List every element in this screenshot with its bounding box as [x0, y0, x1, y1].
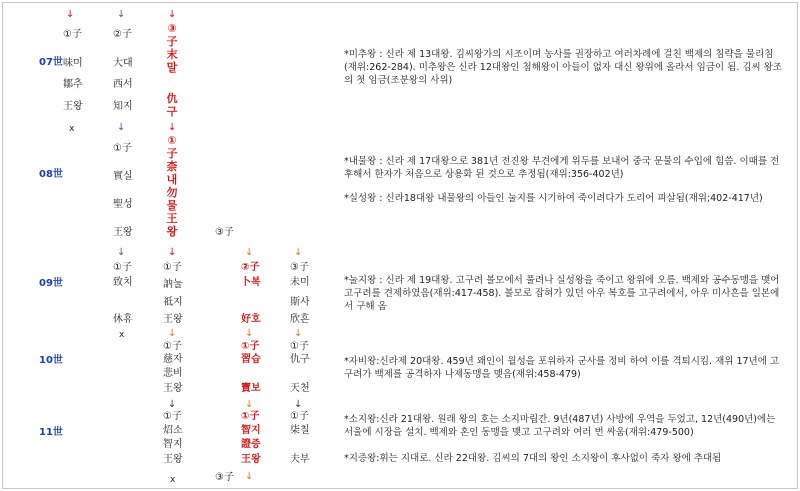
name-text: 王왕	[241, 454, 261, 465]
child-marker: ①子	[241, 341, 260, 352]
child-marker: ①子	[113, 262, 132, 273]
down-arrow-icon: ↓	[245, 471, 254, 482]
name-text: 智지	[163, 439, 183, 450]
king-michu-line: ③子末말	[166, 22, 178, 74]
name-text: 斯사	[290, 297, 310, 308]
child-marker: ①子	[163, 341, 182, 352]
generation-label-8: 08世	[39, 169, 63, 180]
child-marker: ①子	[163, 411, 182, 422]
down-arrow-icon: ↓	[66, 9, 75, 20]
name-text: 王왕	[163, 383, 183, 394]
name-text: 習습	[241, 354, 261, 365]
end-mark: x	[69, 124, 75, 134]
name-text: 聖성	[113, 199, 133, 210]
name-text: 鄒추	[63, 79, 83, 90]
child-marker: ③子	[215, 472, 234, 483]
generation-label-9: 09世	[39, 278, 63, 289]
name-text: 寶보	[241, 383, 261, 394]
generation-label-11: 11世	[39, 427, 63, 438]
name-text: 卜복	[241, 277, 261, 288]
down-arrow-icon: ↓	[245, 328, 254, 339]
down-arrow-icon: ↓	[294, 399, 303, 410]
generation-label-10: 10世	[39, 355, 63, 366]
name-text: 王왕	[113, 227, 133, 238]
name-text: 悲비	[163, 368, 183, 379]
name-text: 證증	[241, 439, 261, 450]
child-marker: ③子	[215, 227, 234, 238]
name-text: 西서	[113, 79, 133, 90]
note-soji: *소지왕:신라 21대왕. 원래 왕의 호는 소지마립간. 9년(487년) 사방에 우역을 두었고, 12년(490년)에는 서울에 시장을 설치. 백제와 혼인 동맹을 맺고 고구려와 여러 번 싸움(재위:479-500)	[344, 414, 776, 438]
down-arrow-icon: ↓	[168, 247, 177, 258]
down-arrow-icon: ↓	[117, 9, 126, 20]
genealogy-panel	[2, 2, 798, 489]
down-arrow-icon: ↓	[245, 399, 254, 410]
name-text: 柒칠	[290, 425, 310, 436]
name-text: 休휴	[113, 314, 133, 325]
end-mark: x	[119, 330, 125, 340]
name-text: 天천	[290, 383, 310, 394]
name-text: 欣흔	[290, 314, 310, 325]
child-marker: ③子	[290, 262, 309, 273]
child-marker: ①子	[63, 29, 82, 40]
generation-label-7: 07世	[39, 57, 63, 68]
child-marker: ①子	[163, 262, 182, 273]
name-text: 炤소	[163, 425, 183, 436]
name-text: 味미	[63, 58, 83, 69]
down-arrow-icon: ↓	[245, 247, 254, 258]
note-naemul: *내물왕 : 신라 제 17대왕으로 381년 전진왕 부견에게 위두를 보내어 중국 문물의 수입에 힘씀. 이때를 전후해서 한자가 처음으로 상용화 된 것으로 추정됨(재위:356-402년)	[344, 156, 780, 180]
note-michu: *미추왕 : 신라 제 13대왕. 김씨왕가의 시조이며 농사를 권장하고 여러차례에 걸친 백제의 침략을 물리침(재위:262-284). 미추왕은 신라 12대왕인 첨해왕이 아들이 없자 대신 왕위에 올라서 임금이 됨. 김씨 왕조의 첫 임금(조분왕의 사위)	[344, 49, 783, 86]
child-marker: ①子	[241, 411, 260, 422]
note-silseong: *실성왕 : 신라18대왕 내물왕의 아들인 눌지를 시기하여 죽이려다가 도리어 피살됨(재위;402-417년)	[344, 193, 763, 204]
child-marker: ①子	[290, 341, 309, 352]
name-text: 王왕	[163, 314, 183, 325]
child-marker: ①子	[290, 411, 309, 422]
end-mark: x	[170, 475, 176, 485]
name-text: 致치	[113, 277, 133, 288]
name-text: 好호	[241, 314, 261, 325]
name-text: 大대	[113, 58, 133, 69]
child-marker: ②子	[113, 29, 132, 40]
name-text: 仇구	[290, 354, 310, 365]
note-jijeung: *지증왕:휘는 지대로. 신라 22대왕. 김씨의 7대의 왕인 소지왕이 후사없이 죽자 왕에 추대됨	[344, 453, 722, 464]
name-text: 慈자	[163, 354, 183, 365]
name-text: 未미	[290, 277, 310, 288]
name-text: 訥눌	[163, 279, 183, 290]
down-arrow-icon: ↓	[117, 247, 126, 258]
note-jabi: *자비왕:신라제 20대왕. 459년 왜인이 월성을 포위하자 군사를 정비 하여 이를 격퇴시킴. 재위 17년에 고구려가 백제를 공격하자 나제동맹을 맺음(재위:458-479)	[344, 356, 780, 380]
down-arrow-icon: ↓	[168, 328, 177, 339]
name-text: 實실	[113, 171, 133, 182]
down-arrow-icon: ↓	[168, 399, 177, 410]
name-text: 夫부	[290, 454, 310, 465]
name-text: 王왕	[163, 454, 183, 465]
name-text: 仇구	[166, 92, 178, 118]
king-naemul-line: ①子柰내勿물王왕	[166, 134, 178, 238]
name-text: 王왕	[63, 101, 83, 112]
down-arrow-icon: ↓	[117, 122, 126, 133]
down-arrow-icon: ↓	[168, 122, 177, 133]
child-marker: ②子	[241, 262, 260, 273]
name-text: 祗지	[163, 297, 183, 308]
down-arrow-icon: ↓	[168, 9, 177, 20]
down-arrow-icon: ↓	[294, 247, 303, 258]
down-arrow-icon: ↓	[294, 328, 303, 339]
name-text: 智지	[241, 425, 261, 436]
name-text: 知지	[113, 101, 133, 112]
note-nulji: *눌지왕 : 신라 제 19대왕. 고구려 볼모에서 풀려나 실성왕을 죽이고 왕위에 오름. 백제와 공수동맹을 맺어 고구려를 견제하였음(재위:417-458). 볼모로 잡혀가 있던 아우 복호를 고구려에서, 아우 미사흔을 일본에서 구해 옴	[344, 275, 780, 312]
child-marker: ①子	[113, 143, 132, 154]
